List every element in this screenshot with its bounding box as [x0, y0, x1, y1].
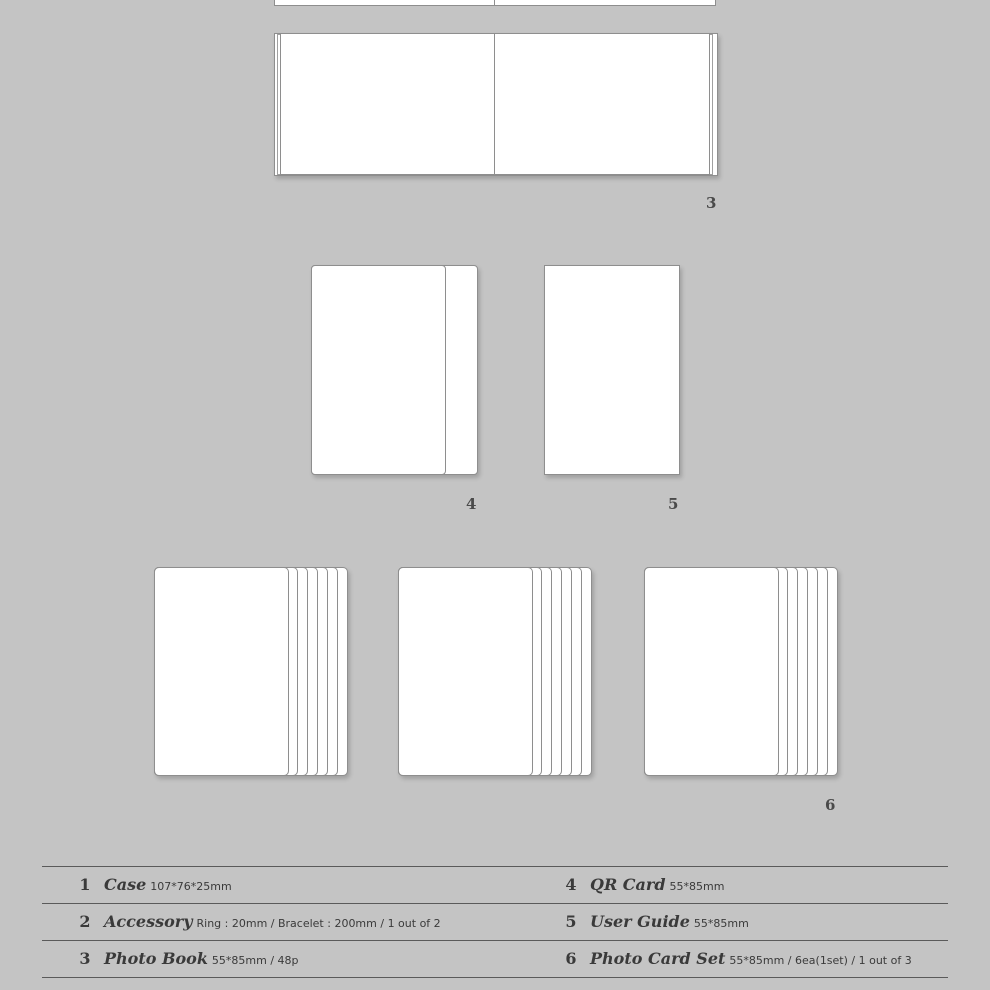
spec-number: 4: [565, 875, 577, 894]
spec-detail: 55*85mm / 6ea(1set) / 1 out of 3: [729, 954, 912, 967]
photo-book-spine: [494, 33, 495, 175]
photo-book-spread: [280, 33, 710, 175]
spec-number: 2: [79, 912, 91, 931]
accessory-box-divider: [494, 0, 495, 6]
spec-name: User Guide: [590, 912, 690, 931]
photo-card-front: [154, 567, 289, 776]
qr-card-front: [311, 265, 446, 475]
spec-number: 6: [565, 949, 577, 968]
figure-label-photo-card-set: 6: [825, 796, 836, 814]
spec-item-photo-card-set: [560, 949, 912, 968]
photo-card-front: [644, 567, 779, 776]
spec-detail: 55*85mm: [669, 880, 725, 893]
spec-item-case: [74, 875, 232, 894]
spec-name: Accessory: [104, 912, 193, 931]
spec-name: Photo Card Set: [590, 949, 726, 968]
user-guide-card: [544, 265, 680, 475]
spec-detail: 55*85mm / 48p: [211, 954, 299, 967]
spec-name: Photo Book: [104, 949, 208, 968]
spec-name: Case: [104, 875, 147, 894]
spec-divider: [42, 977, 948, 978]
spec-divider: [42, 866, 948, 867]
spec-detail: 55*85mm: [693, 917, 749, 930]
spec-item-user-guide: [560, 912, 749, 931]
spec-item-qr-card: [560, 875, 724, 894]
figure-label-photo-book: 3: [706, 194, 717, 212]
spec-name: QR Card: [590, 875, 666, 894]
spec-number: 1: [79, 875, 91, 894]
figure-label-user-guide: 5: [668, 495, 679, 513]
spec-detail: 107*76*25mm: [150, 880, 232, 893]
spec-item-accessory: [74, 912, 441, 931]
spec-number: 5: [565, 912, 577, 931]
spec-number: 3: [79, 949, 91, 968]
spec-detail: Ring : 20mm / Bracelet : 200mm / 1 out of 2: [196, 917, 441, 930]
accessory-box-outline: [274, 0, 716, 6]
spec-divider: [42, 940, 948, 941]
spec-divider: [42, 903, 948, 904]
figure-label-qr-card: 4: [466, 495, 477, 513]
spec-item-photo-book: [74, 949, 299, 968]
photo-card-front: [398, 567, 533, 776]
